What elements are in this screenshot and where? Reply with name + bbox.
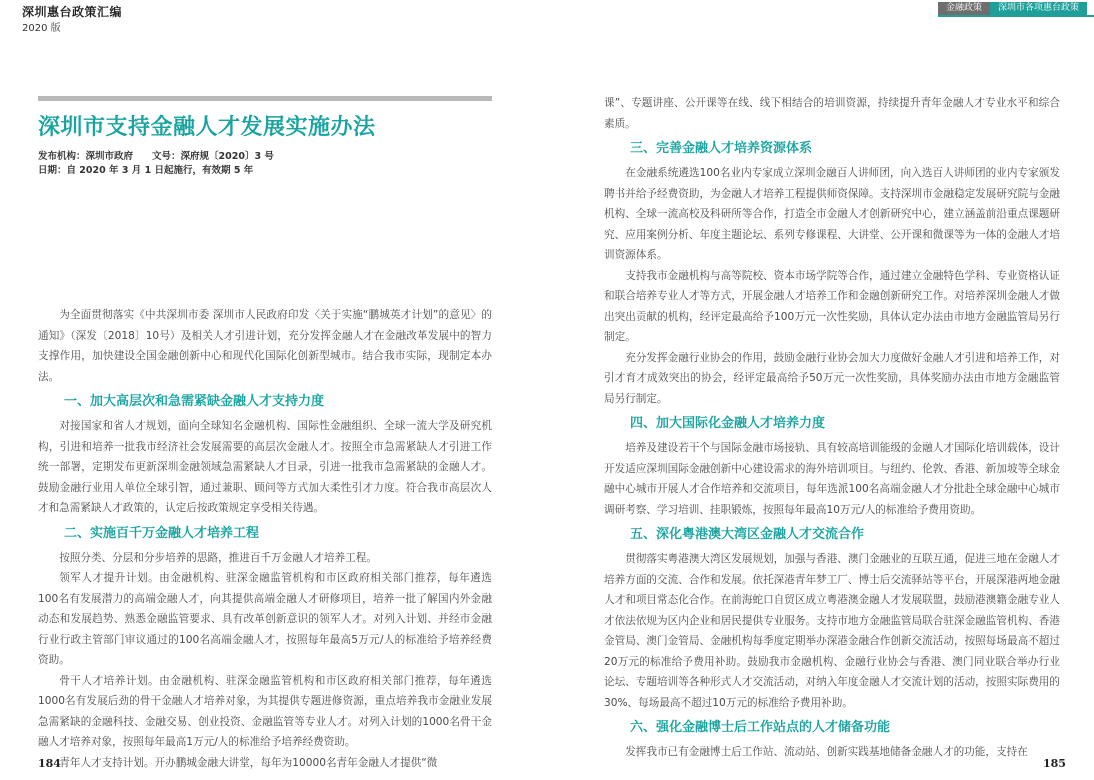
header-rule xyxy=(938,15,1094,17)
section-heading-2: 二、实施百千万金融人才培养工程 xyxy=(64,525,260,541)
publication-year: 2020 版 xyxy=(22,23,61,34)
section-tab: 深圳市各项惠台政策 xyxy=(990,2,1087,15)
section-heading-4: 四、加大国际化金融人才培养力度 xyxy=(630,416,826,431)
document-meta-issuer: 发布机构：深圳市政府 文号：深府规〔2020〕3 号 xyxy=(38,151,274,162)
section-3-paragraph-3: 充分发挥金融行业协会的作用，鼓励金融行业协会加大力度做好金融人才引进和培养工作，对引才育才成效突出的协会，经评定最高给予50万元一次性奖励，具体奖励办法由市地方金融监管局另行制定。 xyxy=(604,351,1060,405)
section-3-paragraph-2: 支持我市金融机构与高等院校、资本市场学院等合作，通过建立金融特色学科、专业资格认证和联合培养专业人才等方式，开展金融人才培养工作和金融创新研究工作。对培养深圳金融人才做出突出贡献的机构，经评定最高给予100万元一次性奖励，具体认定办法由市地方金融监管局另行制定。 xyxy=(604,269,1060,343)
right-column xyxy=(604,93,1060,763)
continued-paragraph: 课”、专题讲座、公开课等在线、线下相结合的培训资源，持续提升青年金融人才专业水平和综合素质。 xyxy=(604,97,1060,130)
intro-paragraph: 为全面贯彻落实《中共深圳市委 深圳市人民政府印发〈关于实施“鹏城英才计划”的意见〉的通知》（深发〔2018〕10号）及相关人才引进计划，充分发挥金融人才在金融改革发展中的智力支撑作用，加快建设全国金融创新中心和现代化国际化创新型城市。结合我市实际，现制定本办法。 xyxy=(38,309,492,383)
section-heading-1: 一、加大高层次和急需紧缺金融人才支持力度 xyxy=(64,394,325,409)
section-1-paragraph: 对接国家和省人才规划，面向全球知名金融机构、国际性金融组织、全球一流大学及研究机构，引进和培养一批我市经济社会发展需要的高层次金融人才。按照全市急需紧缺人才引进工作统一部署，定期发布更新深圳金融领域急需紧缺人才目录，引进一批我市急需紧缺的金融人才。鼓励金融行业用人单位全球引智，通过兼职、顾问等方式加大柔性引才力度。符合我市高层次人才和急需紧缺人才政策的，认定后按政策规定享受相关待遇。 xyxy=(38,420,492,514)
section-2-paragraph-4: 青年人才支持计划。开办鹏城金融大讲堂，每年为10000名青年金融人才提供“微 xyxy=(59,756,438,769)
section-3-paragraph-1: 在金融系统遴选100名业内专家成立深圳金融百人讲师团，向入选百人讲师团的业内专家颁发聘书并给予经费资助，为金融人才培养工程提供师资保障。支持深圳市金融稳定发展研究院与金融机构、全球一流高校及科研所等合作，打造全市金融人才创新研究中心，建立涵盖前沿重点课题研究、应用案例分析、年度主题论坛、系列专修课程、大讲堂、公开课和微课等为一体的金融人才培训资源体系。 xyxy=(604,167,1060,261)
left-column xyxy=(38,305,492,773)
section-heading-6: 六、强化金融博士后工作站点的人才储备功能 xyxy=(630,720,891,735)
section-4-paragraph: 培养及建设若干个与国际金融市场接轨、具有较高培训能级的金融人才国际化培训载体，设计开发适应深圳国际金融创新中心建设需求的海外培训项目。与纽约、伦敦、香港、新加坡等全球金融中心城市开展人才合作培养和交流项目，每年选派100名高端金融人才分批赴全球金融中心城市调研考察、学习培训、挂职锻炼，按照每年最高10万元/人的标准给予费用资助。 xyxy=(604,442,1060,516)
section-heading-3: 三、完善金融人才培养资源体系 xyxy=(630,141,813,156)
document-title: 深圳市支持金融人才发展实施办法 xyxy=(38,115,376,140)
section-heading-5: 五、深化粤港澳大湾区金融人才交流合作 xyxy=(630,527,865,542)
document-meta-date: 日期：自 2020 年 3 月 1 日起施行，有效期 5 年 xyxy=(38,165,254,176)
section-5-paragraph: 贯彻落实粤港澳大湾区发展规划，加强与香港、澳门金融业的互联互通，促进三地在金融人才培养方面的交流、合作和发展。依托深港青年梦工厂、博士后交流驿站等平台，开展深港两地金融人才和项目常态化合作。在前海蛇口自贸区成立粤港澳金融人才发展联盟，鼓励港澳籍金融专业人才依法依规为区内企业和居民提供专业服务。支持市地方金融监管局联合驻深金融监管机构、香港金管局、澳门金管局、金融机构每季度定期举办深港金融合作创新交流活动，按照每场最高不超过20万元的标准给予费用补助。鼓励我市金融机构、金融行业协会与香港、澳门同业联合举办行业论坛、专题培训等各种形式人才交流活动，对纳入年度金融人才交流计划的活动，按照实际费用的30%、每场最高不超过10万元的标准给予费用补助。 xyxy=(604,553,1060,709)
page-number-right: 185 xyxy=(1043,757,1066,770)
section-2-paragraph-2: 领军人才提升计划。由金融机构、驻深金融监管机构和市区政府相关部门推荐，每年遴选100名有发展潜力的高端金融人才，向其提供高端金融人才研修项目，培养一批了解国内外金融动态和发展趋势、熟悉金融监管要求、具有改革创新意识的领军人才。对列入计划、并经市金融行业行政主管部门审议通过的100名高端金融人才，按照每年最高5万元/人的标准给予培养经费资助。 xyxy=(38,572,492,666)
page-number-left: 184 xyxy=(38,757,61,770)
publication-title: 深圳惠台政策汇编 xyxy=(22,5,123,19)
section-6-paragraph: 发挥我市已有金融博士后工作站、流动站、创新实践基地储备金融人才的功能，支持在 xyxy=(625,746,1028,758)
category-tab: 金融政策 xyxy=(938,2,990,15)
title-bar xyxy=(38,96,492,101)
section-2-paragraph-3: 骨干人才培养计划。由金融机构、驻深金融监管机构和市区政府相关部门推荐，每年遴选1000名有发展后劲的骨干金融人才培养对象，为其提供专题进修资源，重点培养我市金融业发展急需紧缺的金融科技、金融交易、创业投资、金融监管等专业人才。对列入计划的1000名骨干金融人才培养对象，按照每年最高1万元/人的标准给予培养经费资助。 xyxy=(38,674,492,748)
section-2-paragraph-1: 按照分类、分层和分步培养的思路，推进百千万金融人才培养工程。 xyxy=(59,551,377,564)
